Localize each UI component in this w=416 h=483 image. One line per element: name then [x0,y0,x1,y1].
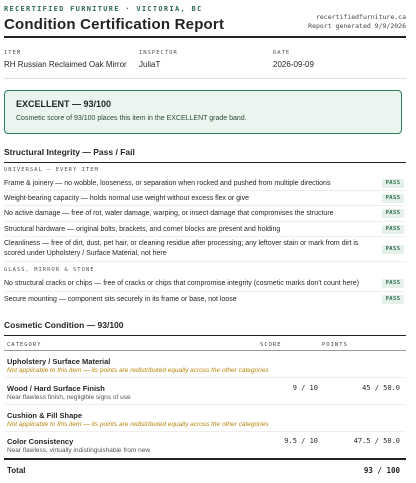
category-row [4,405,406,432]
pass-badge: PASS [382,295,404,304]
check-row [4,206,406,222]
item-label: ITEM [4,50,22,56]
meta-inspector [139,50,178,69]
pass-badge: PASS [382,209,404,218]
category-name: Cushion & Fill Shape [7,411,83,420]
brand-name: RECERTIFIED FURNITURE · VICTORIA, BC [4,5,203,13]
group-label-universal: UNIVERSAL — EVERY ITEM [4,167,99,173]
total-max: 100 [386,466,400,475]
check-text: Secure mounting — component sits securely in its frame or base, not loose [4,296,237,303]
category-row [4,432,406,458]
meta-item [4,50,127,69]
pass-badge: PASS [382,245,404,254]
grade-title: EXCELLENT — 93/100 [16,99,112,109]
category-row [4,351,406,378]
pass-badge: PASS [382,279,404,288]
category-note: Not applicable to this item — its points are redistributed equally across the other categories [7,421,269,428]
check-text: Frame & joinery — no wobble, looseness, or separation when rocked and pushed from multiple directions [4,180,331,187]
cosmetic-table-header [4,339,406,351]
pass-badge: PASS [382,179,404,188]
check-row [4,237,406,262]
report-header [4,2,406,38]
total-value: 93 [363,466,373,475]
inspector-label: INSPECTOR [139,50,178,56]
site-link[interactable]: recertifiedfurniture.ca [315,13,406,21]
check-row [4,222,406,237]
check-row [4,176,406,191]
inspector-value: JuliaT [139,60,161,69]
date-value: 2026-09-09 [273,60,314,69]
category-score: 9.5 / 10 [284,437,318,445]
category-points: 45 / 50.0 [362,384,400,392]
generated-date: Report generated 9/9/2026 [308,22,406,30]
check-text: No active damage — free of rot, water damage, warping, or insect damage that compromises the structure [4,210,334,217]
report-title: Condition Certification Report [4,16,225,33]
check-text: Structural hardware — original bolts, brackets, and corner blocks are present and holding [4,226,281,233]
category-name: Color Consistency [7,437,74,446]
check-text: Cleanliness — free of dirt, dust, pet hair, or cleaning residue after processing; any leftover stain or mark from dirt is scored under Upholstery / Surface Material, not here [4,240,359,257]
check-row [4,276,406,292]
check-text: No structural cracks or chips — free of cracks or chips that compromise integrity (cosmetic marks don't count here) [4,280,359,287]
category-name: Wood / Hard Surface Finish [7,384,105,393]
grade-summary [4,90,402,134]
cosmetic-heading: Cosmetic Condition — 93/100 [4,320,406,336]
category-name: Upholstery / Surface Material [7,357,111,366]
category-note: Not applicable to this item — its points are redistributed equally across the other categories [7,367,269,374]
group-label-glass: GLASS, MIRROR & STONE [4,267,95,273]
meta-date [273,50,314,69]
structural-heading: Structural Integrity — Pass / Fail [4,147,406,163]
date-label: DATE [273,50,291,56]
category-note: Near flawless, virtually indistinguishable from new [7,447,151,454]
check-row [4,292,406,307]
col-category: CATEGORY [7,342,42,348]
grade-text: Cosmetic score of 93/100 places this item in the EXCELLENT grade band. [16,115,247,122]
pass-badge: PASS [382,194,404,203]
category-row [4,378,406,405]
check-row [4,191,406,206]
total-label: Total [7,466,26,475]
col-points: POINTS [322,342,348,348]
col-score: SCORE [260,342,282,348]
meta-divider [4,78,406,79]
check-text: Weight-bearing capacity — holds normal use weight without excess flex or give [4,195,249,202]
category-points: 47.5 / 50.0 [353,437,400,445]
total-row [4,458,406,476]
total-score: 93 / 100 [363,466,400,475]
category-score: 9 / 10 [292,384,318,392]
pass-badge: PASS [382,225,404,234]
item-value: RH Russian Reclaimed Oak Mirror [4,60,127,69]
category-note: Near flawless finish, negligible signs of use [7,394,131,401]
